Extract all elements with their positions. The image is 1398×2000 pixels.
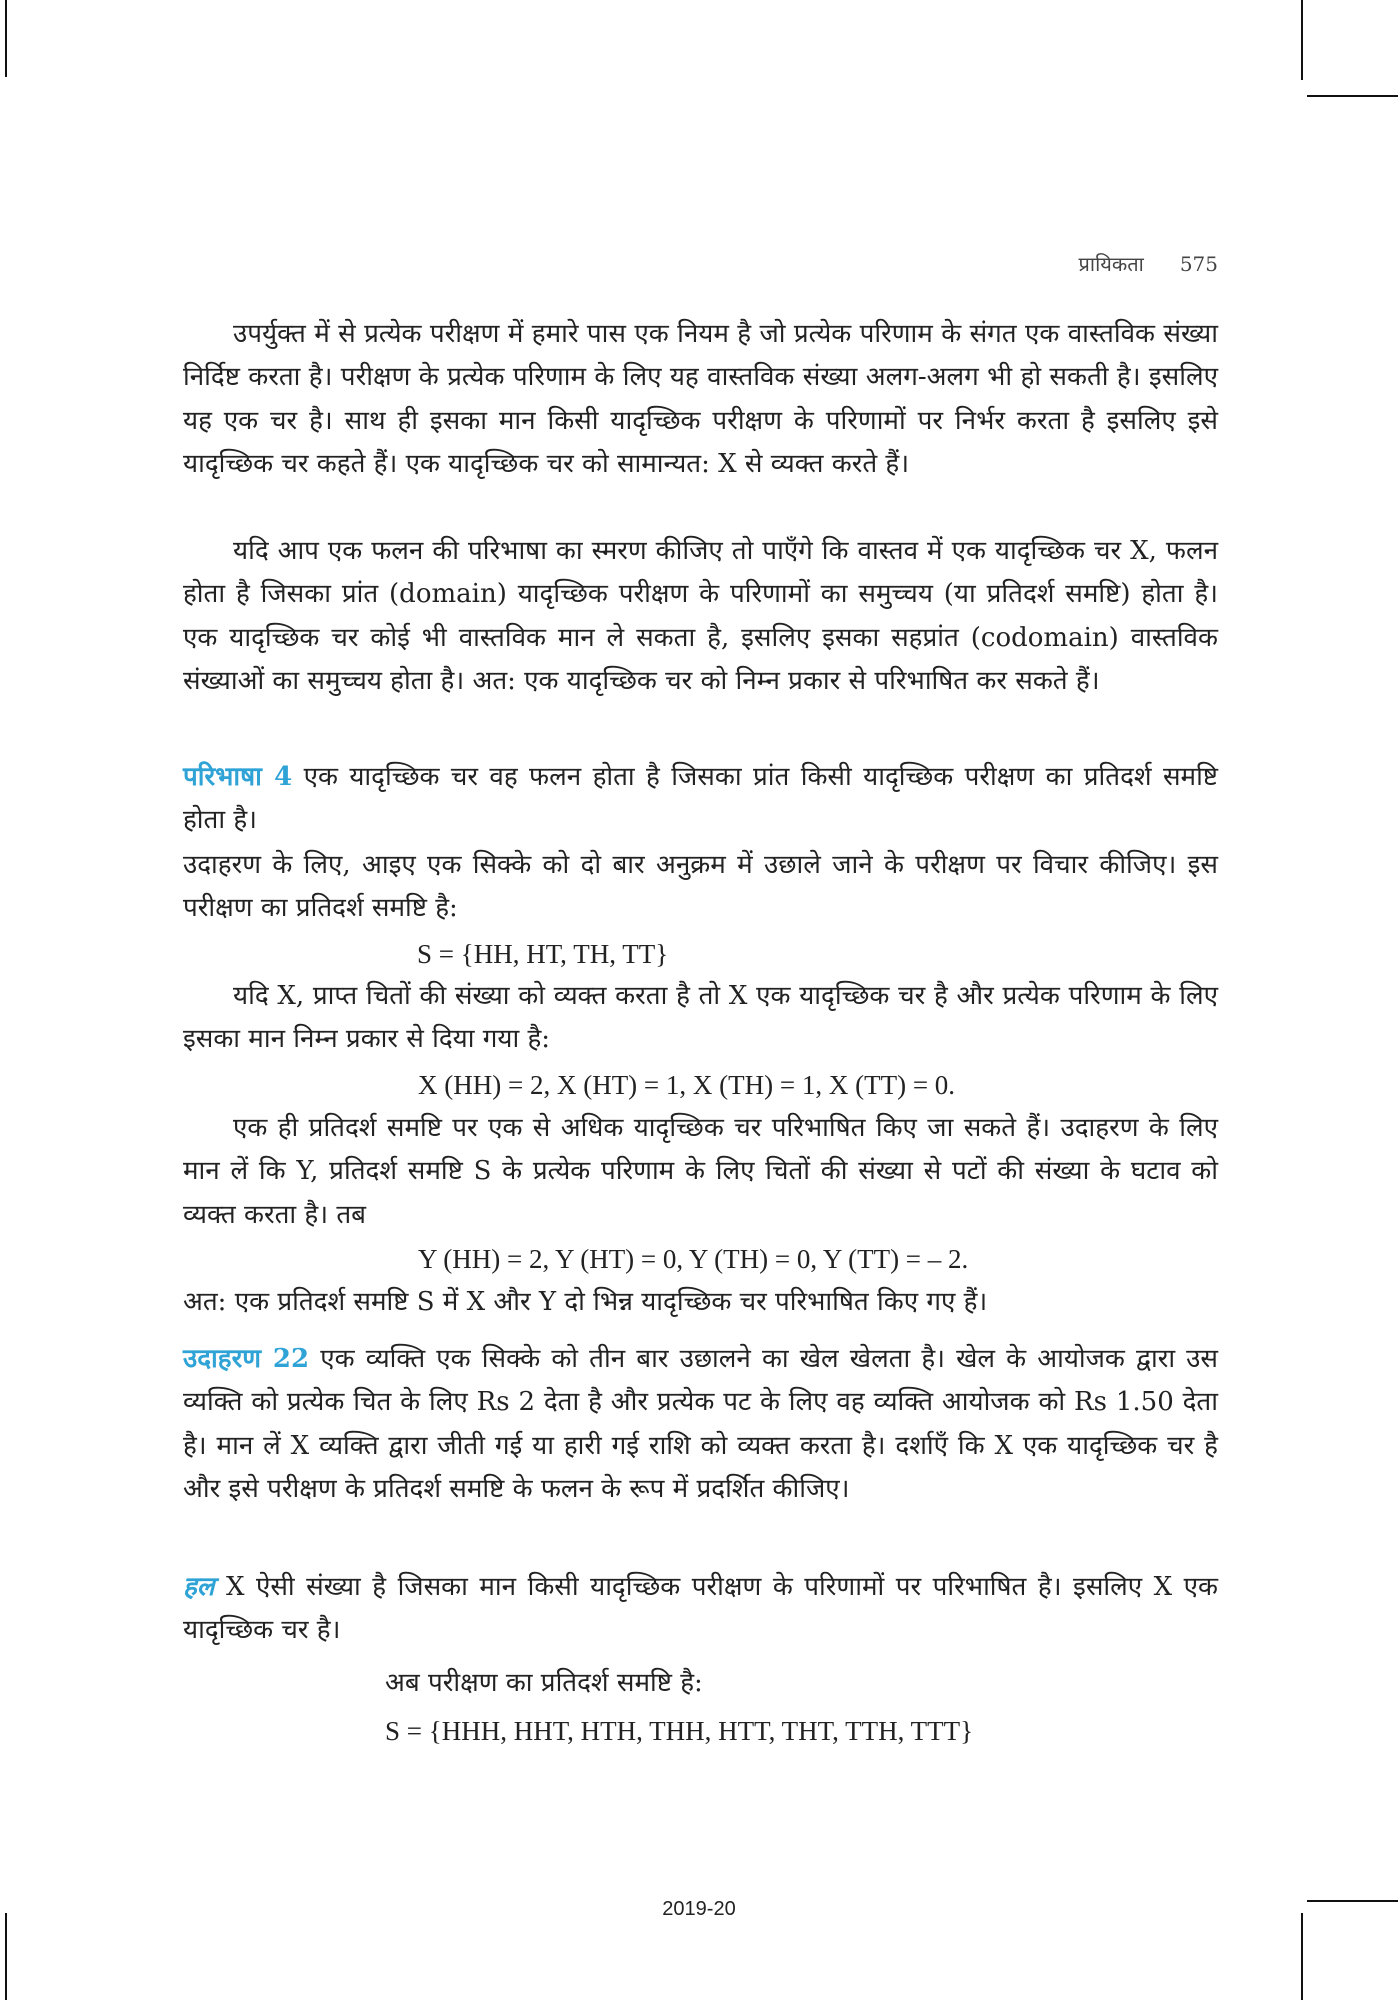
equation-x-values: X (HH) = 2, X (HT) = 1, X (TH) = 1, X (TT) = 0.: [418, 1070, 956, 1100]
example-text: एक व्यक्ति एक सिक्के को तीन बार उछालने का खेल खेलता है। खेल के आयोजक द्वारा उस व्यक्ति को प्रत्येक चित के लिए Rs 2 देता है और प्रत्येक पट के लिए वह व्यक्ति आयोजक को Rs 1.50 देता है। मान लें X व्यक्ति द्वारा जीती गई या हारी गई राशि को व्यक्त करता है। दर्शाएँ कि X एक यादृच्छिक चर है और इसे परीक्षण के प्रतिदर्श समष्टि के फलन के रूप में प्रदर्शित कीजिए।: [183, 1344, 1218, 1505]
equation-sample-space: S = {HH, HT, TH, TT}: [417, 939, 669, 969]
solution-text: X ऐसी संख्या है जिसका मान किसी यादृच्छिक परीक्षण के परिणामों पर परिभाषित है। इसलिए X एक यादृच्छिक चर है।: [183, 1572, 1218, 1646]
definition-text: एक यादृच्छिक चर वह फलन होता है जिसका प्रांत किसी यादृच्छिक परीक्षण का प्रतिदर्श समष्टि होता है।: [183, 762, 1218, 836]
equation-sample-space-3: S = {HHH, HHT, HTH, THH, HTT, THT, TTH, TTT}: [385, 1716, 974, 1746]
paragraph-5: एक ही प्रतिदर्श समष्टि पर एक से अधिक यादृच्छिक चर परिभाषित किए जा सकते हैं। उदाहरण के लिए मान लें कि Y, प्रतिदर्श समष्टि S के प्रत्येक परिणाम के लिए चितों की संख्या से पटों की संख्या के घटाव को व्यक्त करता है। तब: [183, 1113, 1218, 1230]
definition-label: परिभाषा 4: [183, 762, 293, 792]
example-22: [183, 1338, 1218, 1512]
equation-y-values: Y (HH) = 2, Y (HT) = 0, Y (TH) = 0, Y (TT) = – 2.: [418, 1244, 969, 1274]
solution-label: हल: [183, 1572, 215, 1602]
crop-mark: [1307, 95, 1398, 97]
paragraph-1: उपर्युक्त में से प्रत्येक परीक्षण में हमारे पास एक नियम है जो प्रत्येक परिणाम के संगत एक वास्तविक संख्या निर्दिष्ट करता है। परीक्षण के प्रत्येक परिणाम के लिए यह वास्तविक संख्या अलग-अलग भी हो सकती है। इसलिए यह एक चर है। साथ ही इसका मान किसी यादृच्छिक परीक्षण के परिणामों पर निर्भर करता है इसलिए इसे यादृच्छिक चर कहते हैं। एक यादृच्छिक चर को सामान्यत: X से व्यक्त करते हैं।: [183, 319, 1218, 480]
crop-mark: [1301, 1913, 1303, 2000]
definition-4: [183, 756, 1218, 843]
crop-mark: [5, 1913, 7, 2000]
page-number: 575: [1179, 252, 1218, 276]
example-label: उदाहरण 22: [183, 1344, 310, 1374]
paragraph-6: अत: एक प्रतिदर्श समष्टि S में X और Y दो भिन्न यादृच्छिक चर परिभाषित किए गए हैं।: [183, 1287, 988, 1317]
paragraph-2: यदि आप एक फलन की परिभाषा का स्मरण कीजिए तो पाएँगे कि वास्तव में एक यादृच्छिक चर X, फलन होता है जिसका प्रांत (domain) यादृच्छिक परीक्षण के परिणामों का समुच्चय (या प्रतिदर्श समष्टि) होता है। एक यादृच्छिक चर कोई भी वास्तविक मान ले सकता है, इसलिए इसका सहप्रांत (codomain) वास्तविक संख्याओं का समुच्चय होता है। अत: एक यादृच्छिक चर को निम्न प्रकार से परिभाषित कर सकते हैं।: [183, 536, 1218, 697]
footer-year: 2019-20: [662, 1898, 736, 1920]
solution-line: अब परीक्षण का प्रतिदर्श समष्टि है:: [385, 1668, 703, 1698]
paragraph-3: उदाहरण के लिए, आइए एक सिक्के को दो बार अनुक्रम में उछाले जाने के परीक्षण पर विचार कीजिए। इस परीक्षण का प्रतिदर्श समष्टि है:: [183, 850, 1218, 924]
crop-mark: [5, 0, 7, 77]
running-header: [1079, 250, 1218, 277]
paragraph-4: यदि X, प्राप्त चितों की संख्या को व्यक्त करता है तो X एक यादृच्छिक चर है और प्रत्येक परिणाम के लिए इसका मान निम्न प्रकार से दिया गया है:: [183, 981, 1218, 1055]
crop-mark: [1301, 0, 1303, 80]
chapter-title: प्रायिकता: [1078, 252, 1144, 276]
solution: [183, 1566, 1218, 1653]
